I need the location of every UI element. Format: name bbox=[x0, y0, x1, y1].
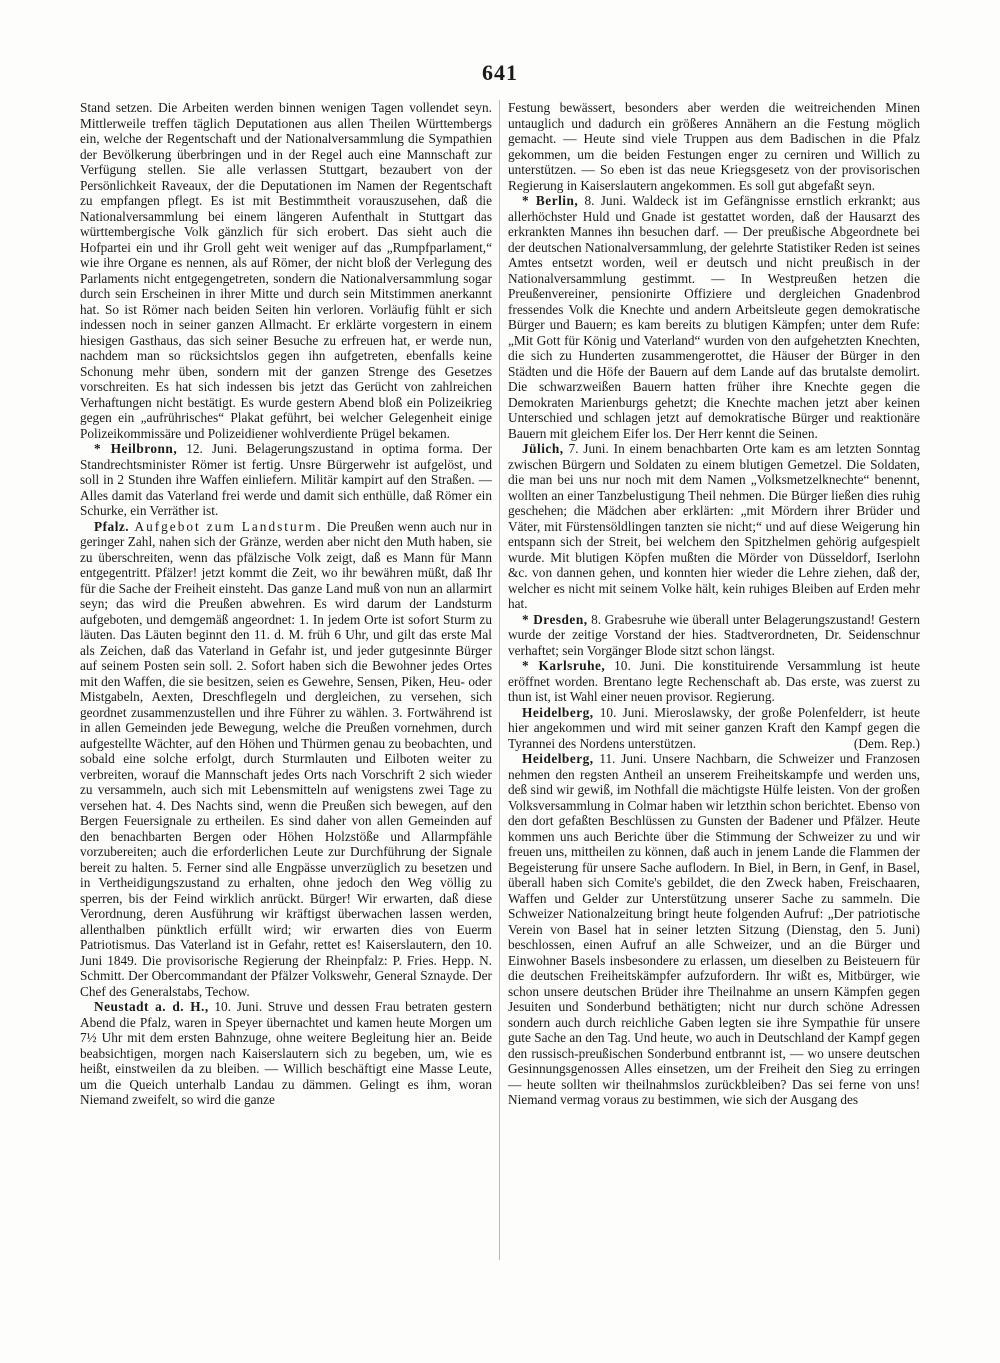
right-column bbox=[508, 100, 920, 1325]
karlsruhe-text: 10. Juni. Die konstituirende Versammlung ist heute eröffnet worden. Brentano legte Rechenschaft ab. Das erste, was zuerst zu thun ist, ist Wahl einer neuen provisor. Regierung. bbox=[508, 658, 920, 704]
left-column bbox=[80, 100, 492, 1325]
neustadt-report-continuation: Festung bewässert, besonders aber werden die weitreichenden Minen untauglich und dadurch ein größeres Annähern an die Festung möglich gemacht. — Heute sind viele Truppen aus dem Badischen in die Pfalz gekommen, um die beiden Festungen enger zu cerniren und Willich zu unterstützen. — So eben ist das neue Kriegsgesetz von der provisorischen Regierung in Kaiserslautern angekommen. Es soll gut abgefaßt seyn. bbox=[508, 100, 920, 193]
stuttgart-report-continuation: Stand setzen. Die Arbeiten werden binnen wenigen Tagen vollendet seyn. Mittlerweile treffen täglich Deputationen aus allen Theilen Württembergs ein, welche der Regentschaft und der Nationalversammlung die Sympathien der Bevölkerung überbringen und in der Regel auch eine Mannschaft zur Verfügung stellen. Sie alle verlassen Stuttgart, bezaubert von der Persönlichkeit Raveaux, der die Deputationen im Namen der Regentschaft zu empfangen pflegt. Es ist mit Bestimmtheit vorauszusehen, daß die Nationalversammlung bei einem längeren Aufenthalt in Stuttgart das württembergische Volk gänzlich für sich erobert. Das sieht auch die Hofpartei ein und ihr Groll geht weit weniger auf das „Rumpfparlament,“ wie ihre Organe es nennen, als auf Römer, der nicht bloß der Verlegung des Parlaments nicht entgegengetreten, sondern die Nationalversammlung sogar durch sein Erscheinen in ihrer Mitte und durch sein Mitstimmen anerkannt hat. So ist Römer nach beiden Seiten hin verloren. Vorläufig fühlt er sich indessen noch in seiner ganzen Allmacht. Er erklärte vorgestern in einem hiesigen Gasthaus, das sich seiner Besuche zu erfreuen hat, er werde nun, nachdem man so rücksichtslos gegen ihn aufgetreten, ebenfalls keine Schonung mehr üben, sondern mit der ganzen Strenge des Gesetzes vorschreiten. Es hat sich indessen bis jetzt das Gerücht von zahlreichen Verhaftungen nicht bestätigt. Es wurde gestern Abend bloß ein Polizeikrieg gegen ein „aufrührisches“ Plakat geführt, bei welcher Gelegenheit einige Polizeikommissäre und Polizeidiener wohlverdiente Prügel bekamen. bbox=[80, 100, 492, 441]
column-divider bbox=[499, 100, 500, 1260]
dresden-report bbox=[508, 612, 920, 659]
heilbronn-report bbox=[80, 441, 492, 519]
heidelberg-report-1 bbox=[508, 705, 920, 752]
juelich-text: 7. Juni. In einem benachbarten Orte kam es am letzten Sonntag zwischen Bürgern und Soldaten zu einem blutigen Gemetzel. Die Soldaten, die man bei uns nur noch mit dem Namen „Volksmetzelknechte“ benennt, wollten an einer Tanzbelustigung Theil nehmen. Die Bürger ließen dies ruhig geschehen; die Mädchen aber erklärten: „mit Mördern ihrer Brüder und Väter, mit Fürstensöldlingen tanzten sie nicht;“ und auf diese Weigerung hin entspann sich der Streit, bei welchem den Spitzhelmen gehörig aufgespielt wurde. Mit blutigen Köpfen mußten die Mörder von Düsseldorf, Iserlohn &c. von dannen gehen, und konnten hier wieder die Lehre ziehen, daß der, welcher es nicht mit seinem Volke hält, kein ruhiges Bleiben auf Erden mehr hat. bbox=[508, 441, 920, 611]
pfalz-text: Die Preußen wenn auch nur in geringer Zahl, nahen sich der Gränze, werden aber nicht den Muth haben, sie zu überschreiten, wenn das pfälzische Volk zeigt, daß es Mann für Mann entgegentritt. Pfälzer! jetzt kommt die Zeit, wo ihr bewähren müßt, daß Ihr für die Sache der Freiheit einsteht. Das ganze Land muß von nun an allarmirt seyn; das wird die Preußen abwehren. Es wird darum der Landsturm aufgeboten, und demgemäß angeordnet: 1. In jedem Orte ist sofort Sturm zu läuten. Das Läuten beginnt den 11. d. M. früh 6 Uhr, und gilt das erste Mal als Zeichen, daß das Vaterland in Gefahr ist, und jeder gutgesinnte Bürger auf seinem Posten sein soll. 2. Sofort haben sich die Bewohner jedes Ortes mit den Waffen, die sie besitzen, seien es Gewehre, Sensen, Piken, Heu- oder Mistgabeln, Aexten, Dreschflegeln und dergleichen, zu versehen, sich geordnet zusammenzustellen und ihre Führer zu wählen. 3. Fortwährend ist in allen Gemeinden jede Bewegung, welche die Preußen vornehmen, durch aufgestellte Wächter, auf den Höhen und Thürmen genau zu beobachten, und sobald eine solche erfolgt, durch Sturmlauten und Eilboten weiter zu verbreiten, worauf die Mannschaft jedes Orts nach Vorschrift 2 sich wieder zu versammeln, auch sich mit Lebensmitteln auf wenigstens zwei Tage zu versehen hat. 4. Des Nachts sind, wenn die Preußen sich bewegen, auf den Bergen Feuersignale zu ertheilen. Es sind daher von allen Gemeinden auf den benachbarten Bergen oder Höhen Holzstöße und Allarmpfähle vorzubereiten; auch die erforderlichen Leute zur Durchführung der Signale bereit zu halten. 5. Ferner sind alle Engpässe unverzüglich zu besetzen und in Vertheidigungszustand zu erhalten, ohne jedoch den Weg völlig zu sperren, bis der Feind wirklich anrückt. Bürger! Wir erwarten, daß diese Verordnung, deren Ausführung wir kräftigst überwachen lassen werden, allenthalben pünktlich erfüllt wird; wir erwarten dies von Euerm Patriotismus. Das Vaterland ist in Gefahr, rettet es! Kaiserslautern, den 10. Juni 1849. Die provisorische Regierung der Rheinpfalz: P. Fries. Hepp. N. Schmitt. Der Obercommandant der Pfälzer Volkswehr, General Sznayde. Der Chef des Generalstabs, Techow. bbox=[80, 518, 492, 999]
heilbronn-text: 12. Juni. Belagerungszustand in optima forma. Der Standrechtsminister Römer ist fertig. Unsre Bürgerwehr ist aufgelöst, und soll in 2 Stunden ihre Waffen einliefern. Militär kampirt auf den Straßen. — Alles damit das Vaterland frei werde und damit sich enthülle, daß Römer ein Schurke, ein Verräther ist. bbox=[80, 441, 492, 518]
pfalz-headline: Aufgebot zum Landsturm. bbox=[129, 518, 323, 534]
dateline-neustadt: Neustadt a. d. H., bbox=[94, 999, 209, 1014]
heidelberg-report-2 bbox=[508, 751, 920, 1108]
juelich-report bbox=[508, 441, 920, 612]
berlin-report bbox=[508, 193, 920, 441]
heidelberg-2-text: 11. Juni. Unsere Nachbarn, die Schweizer und Franzosen nehmen den regsten Antheil an unserem Freiheitskampfe und werden uns, deß sind wir gewiß, im Nothfall die mächtigste Hülfe leisten. Von der großen Volksversammlung in Colmar haben wir letzthin schon berichtet. Ebenso von den dort gefaßten Beschlüssen zu Gunsten der Badener und Pfälzer. Heute kommen uns auch Berichte über die Stimmung der Schweizer zu und wir freuen uns, mittheilen zu können, daß auch in jenem Lande die Flammen der Begeisterung für unsere Sache auflodern. In Biel, in Bern, in Genf, in Basel, überall haben sich Comite's gebildet, die den Zweck haben, Freischaaren, Waffen und Gelder zur Unterstützung unserer Sache zu sammeln. Die Schweizer Nationalzeitung bringt heute folgenden Aufruf: „Der patriotische Verein von Basel hat in seiner letzten Sitzung (Dienstag, den 5. Juni) beschlossen, einen Aufruf an alle Schweizer, und an die Bürger und Einwohner Basels insbesondere zu erlassen, um dieselben zu Beisteuern für die deutschen Freiheitskämpfer aufzufordern. Ihr wißt es, Mitbürger, wie schon unsere deutschen Brüder ihre Theilnahme an unsern Kämpfen gegen Jesuiten und Sonderbund bethätigten; nicht nur durch schöne Adressen sondern auch durch reichliche Gaben legten sie ihre Sympathie für unsere gute Sache an den Tag. Und heute, wo auch in Deutschland der Kampf gegen den russisch-preußischen Sonderbund entbrannt ist, — wo unsere deutschen Gesinnungsgenossen Alles einsetzen, um der Freiheit den Sieg zu erringen — heute sollten wir theilnahmslos zurückbleiben? Das sei ferne von uns! Niemand vermag voraus zu bestimmen, wie sich der Ausgang des bbox=[508, 751, 920, 1107]
heidelberg-1-text: 10. Juni. Mieroslawsky, der große Polenfelderr, ist heute hier angekommen und wird mit seiner ganzen Kraft den Kampf gegen die Tyrannei des Nordens unterstützen. bbox=[508, 704, 920, 751]
dateline-pfalz: Pfalz. bbox=[94, 518, 130, 534]
dateline-dresden: * Dresden, bbox=[522, 611, 588, 627]
dateline-berlin: * Berlin, bbox=[522, 193, 579, 208]
berlin-text: 8. Juni. Waldeck ist im Gefängnisse ernstlich erkrankt; aus allerhöchster Huld und Gnade ist gestattet worden, daß der Hausarzt des erkrankten Mannes ihn besuchen darf. — Der preußische Abgeordnete bei der deutschen Nationalversammlung, der gelehrte Statistiker Reden ist seines Amtes entsetzt worden, weil er deutsch und nicht preußisch in der Nationalversammlung gestimmt. — In Westpreußen hetzen die Preußenvereiner, pensionirte Offiziere und dergleichen Gnadenbrod fressendes Volk die Knechte und andern Arbeitsleute gegen demokratische Bürger und Bauern; es kam bereits zu blutigen Kämpfen; unter dem Rufe: „Mit Gott für König und Vaterland“ wurden von den aufgehetzten Knechten, die sich zu Hunderten zusammengerottet, die Häuser der Bürger in den Städten und die Höfe der Bauern auf dem Lande auf das brutalste demolirt. Die schwarzweißen Bauern hatten früher ihre Knechte gegen die Demokraten Marienburgs gehetzt; die Knechte machen jetzt aber keinen Unterschied und schlagen jetzt auf demokratische Bürger und reaktionäre Bauern mit gleichem Eifer los. Der Herr kennt die Seinen. bbox=[508, 193, 920, 441]
dateline-heidelberg-1: Heidelberg, bbox=[522, 704, 594, 720]
page-number: 641 bbox=[482, 60, 518, 85]
neustadt-text: 10. Juni. Struve und dessen Frau betraten gestern Abend die Pfalz, waren in Speyer übernachtet und kamen heute Morgen um 7½ Uhr mit dem ersten Bahnzuge, ohne weitere Begleitung hier an. Beide beabsichtigen, morgen nach Kaiserslautern sich zu begeben, um, wie es heißt, einstweilen da zu bleiben. — Willich beschäftigt eine Masse Leute, um die Queich unterhalb Landau zu dämmen. Gelingt es ihm, woran Niemand zweifelt, so wird die ganze bbox=[80, 999, 492, 1107]
source-attribution: (Dem. Rep.) bbox=[853, 735, 920, 751]
dateline-karlsruhe: * Karlsruhe, bbox=[522, 658, 606, 673]
dresden-text: 8. Grabesruhe wie überall unter Belagerungszustand! Gestern wurde der zeitige Vorstand der hies. Stadtverordneten, Dr. Seidenschnur verhaftet; sein Vorgänger Blode sitzt schon längst. bbox=[508, 611, 920, 658]
article-columns bbox=[80, 100, 920, 1325]
dateline-heidelberg-2: Heidelberg, bbox=[522, 751, 594, 766]
dateline-heilbronn: * Heilbronn, bbox=[94, 441, 178, 456]
dateline-juelich: Jülich, bbox=[522, 441, 564, 456]
neustadt-report bbox=[80, 999, 492, 1108]
karlsruhe-report bbox=[508, 658, 920, 705]
pfalz-report bbox=[80, 519, 492, 1000]
